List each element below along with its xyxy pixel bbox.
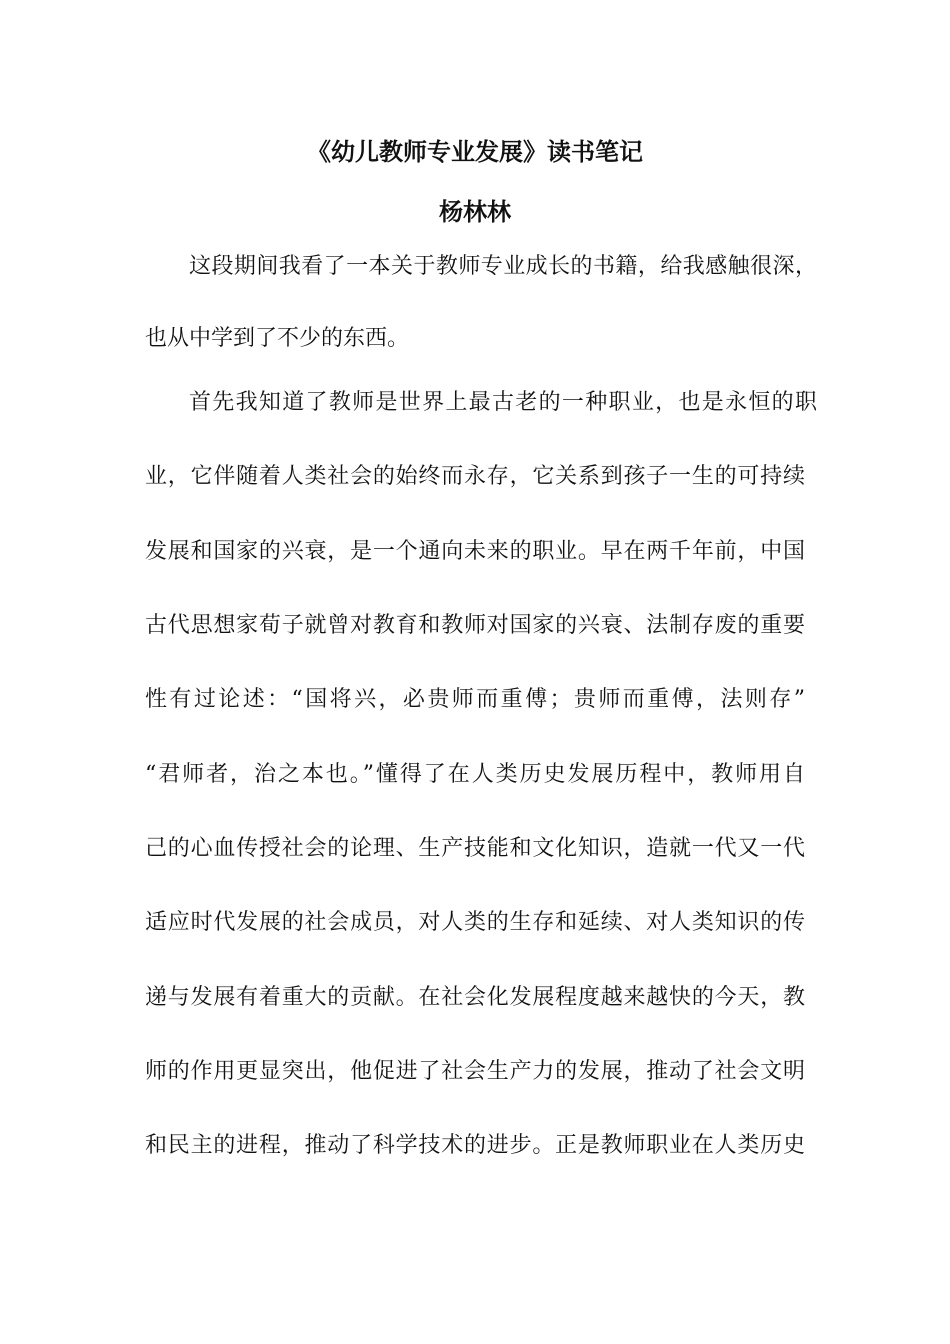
paragraph-line: 也从中学到了不少的东西。	[145, 326, 410, 351]
paragraph-line: 己的心血传授社会的论理、生产技能和文化知识，造就一代又一代	[145, 836, 805, 861]
paragraph-line: 首先我知道了教师是世界上最古老的一种职业，也是永恒的职	[189, 390, 817, 415]
paragraph-line: 古代思想家荀子就曾对教育和教师对国家的兴衰、法制存废的重要	[145, 613, 805, 638]
document-author: 杨林林	[439, 197, 511, 226]
paragraph-line: 发展和国家的兴衰，是一个通向未来的职业。早在两千年前，中国	[145, 539, 805, 564]
paragraph-line: 和民主的进程，推动了科学技术的进步。正是教师职业在人类历史	[145, 1133, 805, 1158]
paragraph-line: 师的作用更显突出，他促进了社会生产力的发展，推动了社会文明	[145, 1059, 805, 1084]
paragraph-line: 性有过论述：“国将兴，必贵师而重傅；贵师而重傅，法则存”	[145, 687, 805, 712]
paragraph-line: “君师者，治之本也。”懂得了在人类历史发展历程中，教师用自	[145, 762, 805, 787]
paragraph-line: 业，它伴随着人类社会的始终而永存，它关系到孩子一生的可持续	[145, 464, 805, 489]
paragraph-line: 递与发展有着重大的贡献。在社会化发展程度越来越快的今天，教	[145, 985, 805, 1010]
paragraph-line: 这段期间我看了一本关于教师专业成长的书籍，给我感触很深，	[189, 254, 817, 279]
paragraph-line: 适应时代发展的社会成员，对人类的生存和延续、对人类知识的传	[145, 910, 805, 935]
document-title: 《幼儿教师专业发展》读书笔记	[307, 137, 643, 166]
